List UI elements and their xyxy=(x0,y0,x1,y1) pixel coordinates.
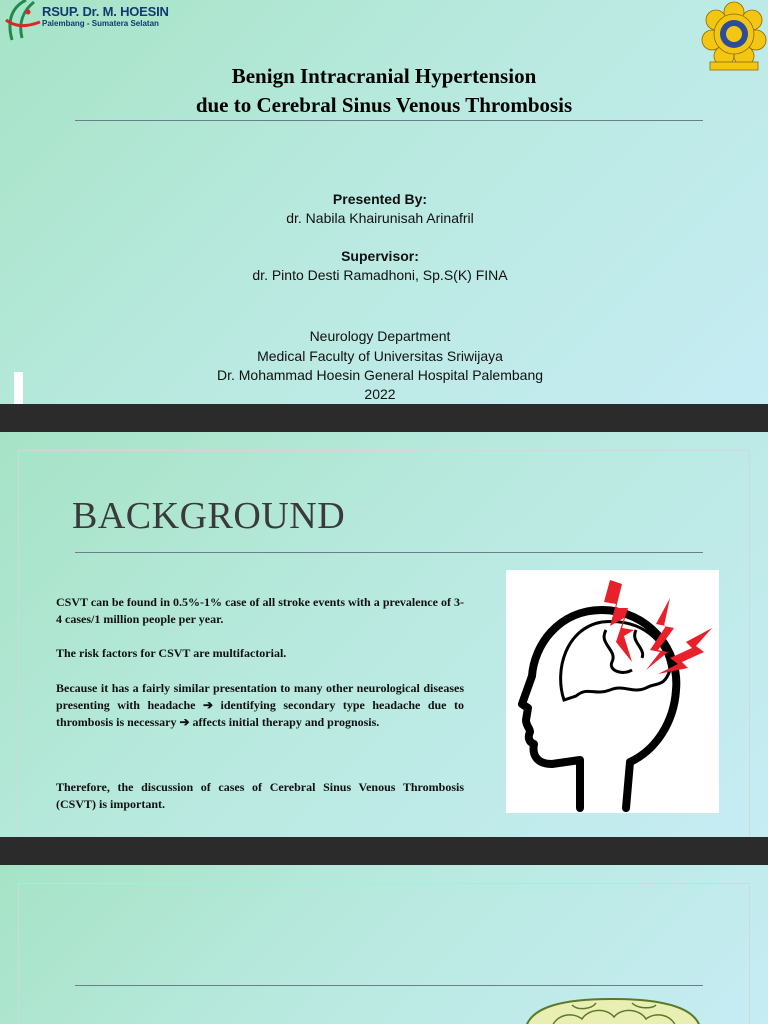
faculty-text: Medical Faculty of Universitas Sriwijaya xyxy=(257,348,503,364)
head-silhouette-icon xyxy=(506,570,719,813)
presentation-title xyxy=(0,62,768,120)
hospital-location: Palembang - Sumatera Selatan xyxy=(42,19,159,28)
presented-by-label: Presented By: xyxy=(332,191,428,207)
paragraph-presentation: Because it has a fairly similar presentation to many other neurological diseases presenting with headache ➔ identifying secondary type headache due to thrombosis is necessary ➔ affects initial therapy and prognosis. xyxy=(56,681,464,729)
paragraph-importance: Therefore, the discussion of cases of Cerebral Sinus Venous Thrombosis (CSVT) is important. xyxy=(56,780,464,811)
title-slide xyxy=(0,0,768,404)
background-heading: BACKGROUND xyxy=(72,495,346,537)
background-slide xyxy=(0,432,768,837)
hospital-name: RSUP. Dr. M. HOESIN xyxy=(42,4,169,19)
hospital-logo xyxy=(0,0,44,42)
year-text: 2022 xyxy=(364,386,396,402)
heading-divider xyxy=(75,552,703,553)
department-text: Neurology Department xyxy=(309,328,451,344)
corner-l-mark xyxy=(14,372,62,404)
title-line-2: due to Cerebral Sinus Venous Thrombosis xyxy=(195,93,573,117)
next-slide-partial xyxy=(0,865,768,1024)
title-divider xyxy=(75,120,703,121)
paragraph-risk-factors: The risk factors for CSVT are multifactorial. xyxy=(56,646,287,660)
supervisor-name: dr. Pinto Desti Ramadhoni, Sp.S(K) FINA xyxy=(252,267,508,283)
title-line-1: Benign Intracranial Hypertension xyxy=(231,64,537,88)
hospital-text: Dr. Mohammad Hoesin General Hospital Palembang xyxy=(216,367,544,383)
supervisor-label: Supervisor: xyxy=(341,248,419,264)
presenter-name: dr. Nabila Khairunisah Arinafril xyxy=(286,210,474,226)
heading-divider xyxy=(75,985,703,986)
brain-icon xyxy=(522,997,702,1024)
paragraph-prevalence: CSVT can be found in 0.5%-1% case of all stroke events with a prevalence of 3-4 cases/1 million people per year. xyxy=(56,595,464,626)
headache-illustration xyxy=(506,570,719,813)
